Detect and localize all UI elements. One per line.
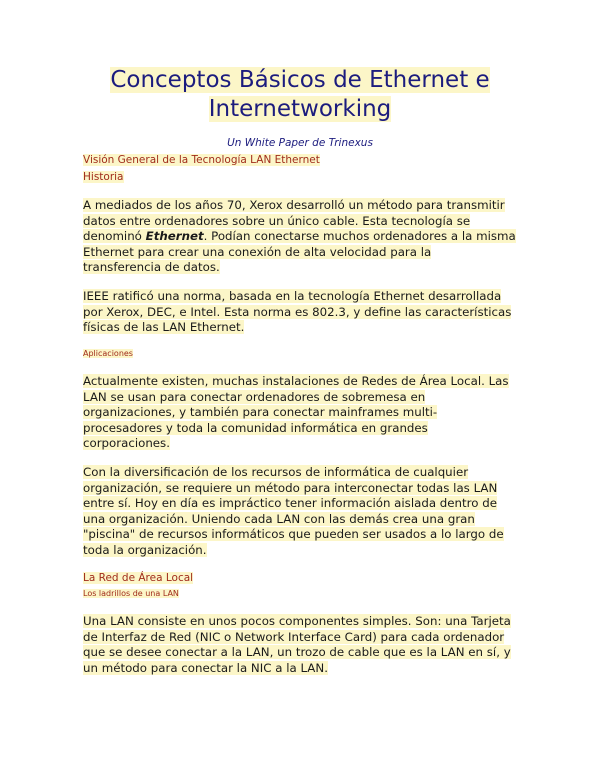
text-line: Con la diversificación de los recursos de informática de cualquier [83, 465, 469, 479]
heading-lan-bricks: Los ladrillos de una LAN [83, 589, 179, 598]
text-line: entre sí. Hoy en día es impráctico tener información aislada dentro de [83, 496, 497, 511]
heading-lan: La Red de Área Local [83, 572, 194, 584]
text-line: procesadores y toda la comunidad informática en grandes [83, 420, 428, 435]
text-line: físicas de las LAN Ethernet. [83, 320, 245, 335]
text-line: transferencia de datos. [83, 260, 220, 275]
text-fragment: denominó [83, 229, 146, 244]
paragraph-lan-1 [83, 614, 523, 676]
heading-history: Historia [83, 171, 124, 183]
paragraph-history-2 [83, 289, 523, 336]
text-line: Actualmente existen, muchas instalaciones de Redes de Área Local. Las [83, 374, 509, 388]
text-line: LAN se usan para conectar ordenadores de sobremesa en [83, 389, 426, 404]
text-line: organización, se requiere un método para interconectar todas las LAN [83, 480, 498, 495]
text-line: toda la organización. [83, 542, 207, 557]
text-line: Una LAN consiste en unos pocos componentes simples. Son: una Tarjeta [83, 614, 511, 628]
text-line: IEEE ratificó una norma, basada en la tecnología Ethernet desarrollada [83, 289, 502, 303]
text-line: A mediados de los años 70, Xerox desarrolló un método para transmitir [83, 198, 505, 212]
document-subtitle: Un White Paper de Trinexus [227, 137, 373, 149]
text-line: organizaciones, y también para conectar mainframes multi- [83, 405, 438, 420]
text-line: Ethernet para crear una conexión de alta velocidad para la [83, 244, 432, 259]
title-line-1: Conceptos Básicos de Ethernet e [110, 67, 490, 93]
paragraph-applications-1 [83, 374, 523, 452]
title-line-2: Internetworking [208, 96, 392, 122]
text-line: por Xerox, DEC, e Intel. Esta norma es 802.3, y define las características [83, 304, 512, 319]
text-line: "piscina" de recursos informáticos que pueden ser usados a lo largo de [83, 527, 504, 542]
paragraph-applications-2 [83, 465, 523, 559]
text-line: de Interfaz de Red (NIC o Network Interface Card) para cada ordenador [83, 629, 505, 644]
text-line: datos entre ordenadores sobre un único cable. Esta tecnología se [83, 213, 471, 228]
paragraph-history-1 [83, 198, 523, 276]
document-title [60, 66, 540, 124]
text-fragment: . Podían conectarse muchos ordenadores a la misma [203, 229, 516, 244]
heading-overview: Visión General de la Tecnología LAN Ethernet [83, 154, 320, 166]
text-line: corporaciones. [83, 436, 170, 451]
text-line: que se desee conectar a la LAN, un trozo de cable que es la LAN en sí, y [83, 645, 511, 660]
ethernet-emphasis: Ethernet [145, 229, 204, 244]
heading-applications: Aplicaciones [83, 349, 133, 358]
text-line: un método para conectar la NIC a la LAN. [83, 660, 328, 675]
text-line: una organización. Uniendo cada LAN con las demás crea una gran [83, 511, 475, 526]
